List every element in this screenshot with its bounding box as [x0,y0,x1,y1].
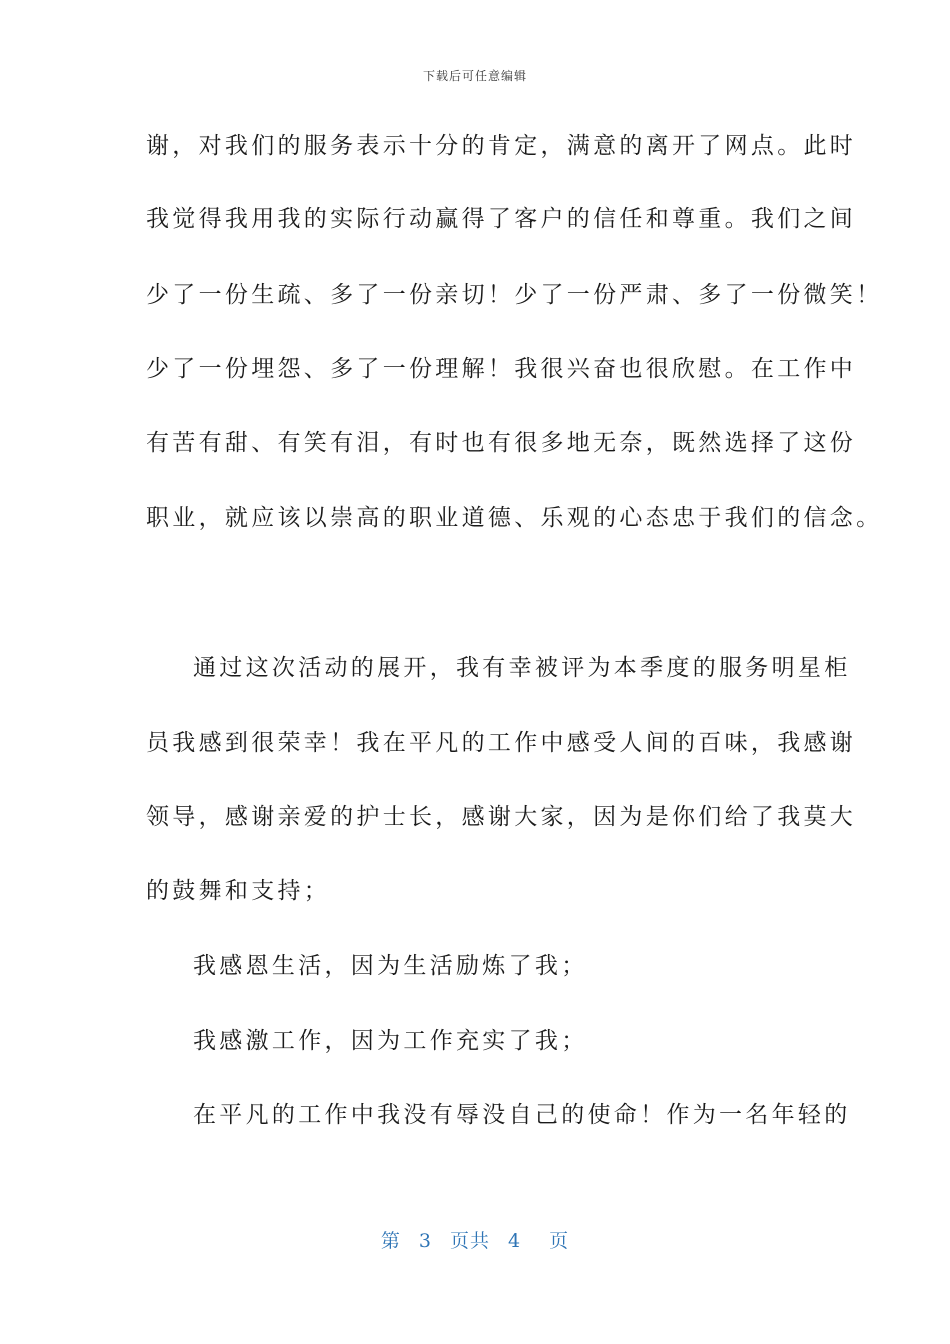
text-line: 少了一份生疏、多了一份亲切！少了一份严肃、多了一份微笑！ [146,282,883,308]
page-header: 下载后可任意编辑 [422,69,527,83]
footer-prefix: 第 [380,1230,401,1252]
total-pages-number: 4 [508,1230,522,1252]
footer-middle: 页共 [449,1230,490,1252]
footer-suffix: 页 [549,1230,570,1252]
text-line: 的鼓舞和支持； [146,878,331,904]
text-line: 职业，就应该以崇高的职业道德、乐观的心态忠于我们的信念。 [146,505,883,531]
text-line: 我感激工作，因为工作充实了我； [193,1028,588,1054]
text-line: 通过这次活动的展开，我有幸被评为本季度的服务明星柜 [193,655,851,681]
text-line: 我感恩生活，因为生活励炼了我； [193,953,588,979]
page-footer [0,1226,950,1253]
text-line: 员我感到很荣幸！我在平凡的工作中感受人间的百味，我感谢 [146,730,857,756]
text-line: 少了一份埋怨、多了一份理解！我很兴奋也很欣慰。在工作中 [146,356,857,382]
text-line: 谢，对我们的服务表示十分的肯定，满意的离开了网点。此时 [146,133,857,159]
text-line: 我觉得我用我的实际行动赢得了客户的信任和尊重。我们之间 [146,206,857,232]
text-line: 在平凡的工作中我没有辱没自己的使命！作为一名年轻的 [193,1102,851,1128]
current-page-number: 3 [418,1230,432,1252]
text-line: 领导，感谢亲爱的护士长，感谢大家，因为是你们给了我莫大 [146,804,857,830]
text-line: 有苦有甜、有笑有泪，有时也有很多地无奈，既然选择了这份 [146,430,857,456]
